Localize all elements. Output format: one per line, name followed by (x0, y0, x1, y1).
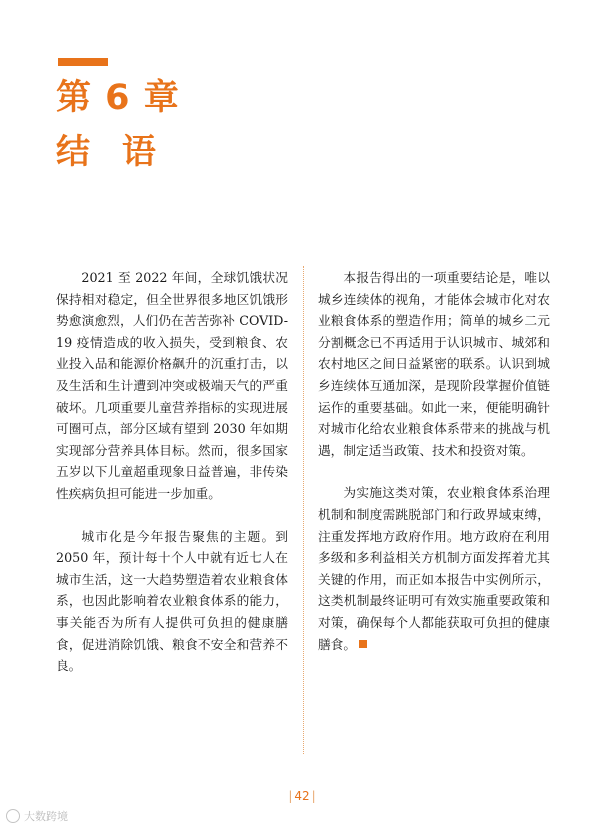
paragraph: 2021 至 2022 年间，全球饥饿状况保持相对稳定，但全世界很多地区饥饿形势愈演愈烈，人们仍在苦苦弥补 COVID-19 疫情造成的收入损失，受到粮食、农业投入品和能源价格飙升的沉重打击，以及生活和生计遭到冲突或极端天气的严重破坏。几项重要儿童营养指标的实现进展可圈可点，部分区域有望到 2030 年如期实现部分营养具体目标。然而，很多国家五岁以下儿童超重现象日益普遍，非传染性疾病负担可能进一步加重。 (56, 270, 288, 501)
paragraph-text: 为实施这类对策，农业粮食体系治理机制和制度需跳脱部门和行政界域束缚，注重发挥地方政府作用。地方政府在利用多级和多利益相关方机制方面发挥着尤其关键的作用，而正如本报告中实例所示，这类机制最终证明可有效实施重要政策和对策，确保每个人都能获取可负担的健康膳食。 (318, 485, 550, 652)
watermark-text: 大数跨境 (24, 810, 68, 823)
column-divider (303, 266, 304, 754)
end-square-icon (359, 640, 367, 648)
paragraph: 本报告得出的一项重要结论是，唯以城乡连续体的视角，才能体会城市化对农业粮食体系的塑造作用；简单的城乡二元分割概念已不再适用于认识城市、城郊和农村地区之间日益紧密的联系。认识到城乡连续体互通加深，是现阶段掌握价值链运作的重要基础。如此一来，便能明确针对城市化给农业粮食体系带来的挑战与机遇，制定适当政策、技术和投资对策。 (318, 270, 550, 458)
page-number: | 42 | (288, 789, 316, 803)
chapter-number: 第 6 章 (56, 78, 180, 118)
chapter-accent-bar (58, 58, 108, 66)
watermark-logo-icon (6, 809, 20, 823)
paragraph-last (318, 482, 550, 655)
chapter-title: 结 语 (56, 132, 166, 172)
right-column (318, 267, 550, 676)
paragraph: 城市化是今年报告聚焦的主题。到 2050 年，预计每十个人中就有近七人在城市生活，这一大趋势塑造着农业粮食体系，也因此影响着农业粮食体系的能力，事关能否为所有人提供可负担的健康膳食，促进消除饥饿、粮食不安全和营养不良。 (56, 528, 288, 674)
page-number-value: 42 (294, 789, 310, 803)
left-column (56, 267, 288, 698)
watermark (6, 808, 68, 824)
